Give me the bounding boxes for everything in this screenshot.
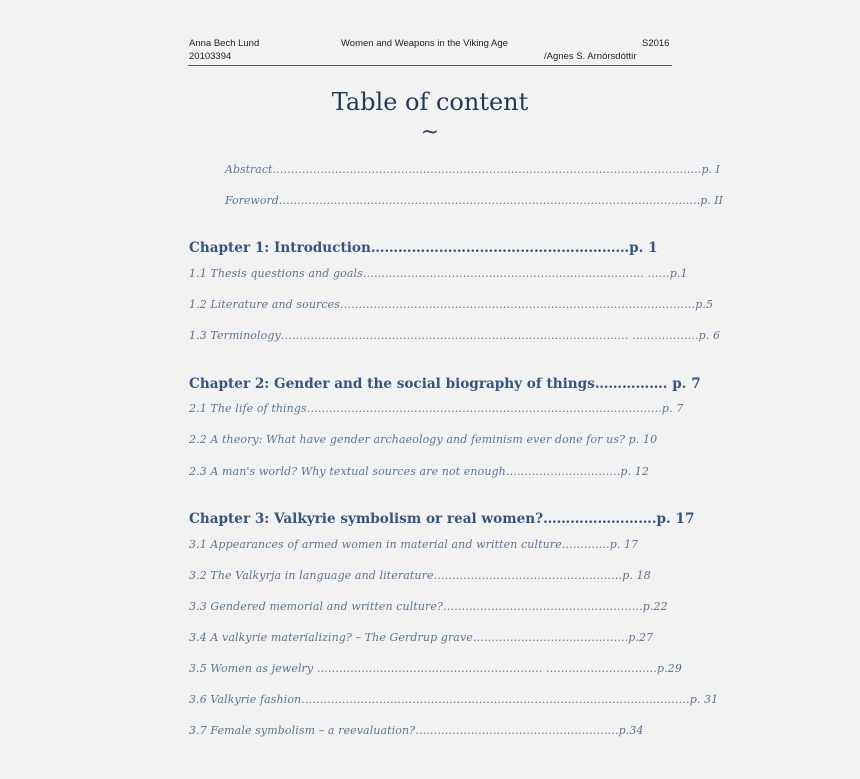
- toc-section-3-3[interactable]: 3.3 Gendered memorial and written culture?………………………………………………p.22: [189, 600, 668, 613]
- header-supervisor: /Agnes S. Arnórsdóttir: [544, 51, 637, 62]
- toc-section-1-2[interactable]: 1.2 Literature and sources……………………………………………………………………………………p.5: [189, 298, 714, 311]
- title-flourish: ~: [420, 120, 440, 145]
- toc-entry-abstract[interactable]: Abstract………………………………………………………………………………………………………p. I: [225, 163, 720, 176]
- toc-section-2-1[interactable]: 2.1 The life of things……………………………………………………………………………………p. 7: [189, 402, 684, 415]
- toc-section-3-1[interactable]: 3.1 Appearances of armed women in material and written culture………….p. 17: [189, 538, 639, 551]
- header-rule: [188, 65, 672, 66]
- toc-section-1-3[interactable]: 1.3 Terminology…………………………………………………………………………………. ………………p. 6: [189, 329, 721, 342]
- toc-chapter-2[interactable]: Chapter 2: Gender and the social biography of things……………. p. 7: [189, 376, 701, 392]
- header-student-id: 20103394: [189, 51, 232, 62]
- toc-entry-foreword[interactable]: Foreword…………………………………………………………………………………………………….p. II: [225, 194, 723, 207]
- page-title: Table of content: [331, 88, 529, 116]
- toc-section-3-2[interactable]: 3.2 The Valkyrja in language and literature……………………………………………p. 18: [189, 569, 651, 582]
- toc-section-2-2[interactable]: 2.2 A theory: What have gender archaeology and feminism ever done for us? p. 10: [189, 433, 658, 446]
- toc-section-1-1[interactable]: 1.1 Thesis questions and goals…………………………………………………………………. ……p.1: [189, 267, 688, 280]
- toc-section-3-7[interactable]: 3.7 Female symbolism – a reevaluation?……………………………………………….p.34: [189, 724, 644, 737]
- header-term: S2016: [642, 38, 670, 49]
- header-author: Anna Bech Lund: [189, 38, 260, 49]
- toc-section-3-6[interactable]: 3.6 Valkyrie fashion……………………………………………………………………………………………p. 31: [189, 693, 719, 706]
- toc-chapter-3[interactable]: Chapter 3: Valkyrie symbolism or real women?…………………….p. 17: [189, 511, 695, 527]
- toc-section-3-5[interactable]: 3.5 Women as jewelry ……………………………………………………. …………………………p.29: [189, 662, 682, 675]
- toc-chapter-1[interactable]: Chapter 1: Introduction…………………………………………………p. 1: [189, 240, 658, 256]
- toc-section-3-4[interactable]: 3.4 A valkyrie materializing? – The Gerdrup grave……………………………………p.27: [189, 631, 654, 644]
- header-course-title: Women and Weapons in the Viking Age: [341, 38, 508, 49]
- toc-section-2-3[interactable]: 2.3 A man's world? Why textual sources are not enough………………………….p. 12: [189, 465, 649, 478]
